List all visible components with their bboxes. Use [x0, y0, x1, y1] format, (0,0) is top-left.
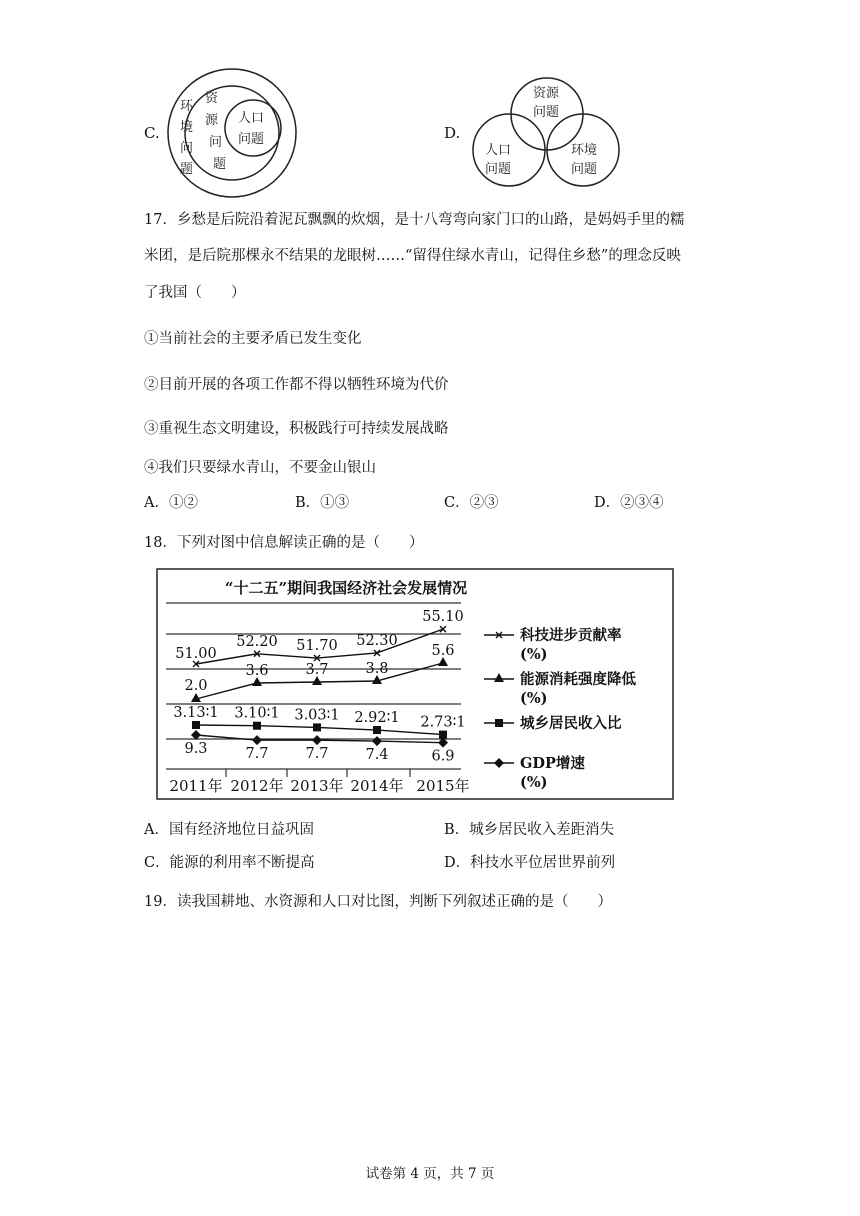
chart-title: “十二五”期间我国经济社会发展情况 — [224, 579, 468, 597]
outer-char: 环 — [180, 99, 194, 114]
development-chart — [156, 568, 674, 800]
data-point — [192, 721, 200, 729]
q17-choice-d[interactable]: D．②③④ — [594, 495, 664, 511]
data-label: 3.6 — [245, 663, 269, 679]
x-tick-label: 2015年 — [416, 777, 470, 795]
legend-unit: (%) — [520, 646, 548, 663]
middle-char: 源 — [205, 113, 219, 128]
inner-label: 人口 — [238, 111, 265, 126]
inner-circle — [225, 100, 281, 156]
outer-char: 境 — [180, 120, 194, 135]
legend-marker — [495, 719, 503, 727]
data-point — [253, 722, 261, 730]
data-label: 2.92∶1 — [354, 710, 400, 727]
venn-left-label: 问题 — [485, 162, 512, 177]
legend-label: 科技进步贡献率 — [520, 627, 622, 644]
inner-label: 问题 — [238, 132, 265, 147]
data-point — [439, 731, 447, 739]
q18-choice-b[interactable]: B．城乡居民收入差距消失 — [444, 822, 615, 838]
data-label: 7.7 — [245, 746, 269, 763]
legend-unit: (%) — [520, 774, 548, 791]
data-point — [373, 726, 381, 734]
middle-char: 题 — [213, 157, 227, 172]
option-d-label: D. — [444, 124, 461, 142]
data-label: 52.30 — [356, 632, 398, 649]
outer-char: 问 — [180, 141, 194, 156]
venn-right-label: 环境 — [571, 143, 598, 158]
q17-line: 米团，是后院那棵永不结果的龙眼树……“留得住绿水青山，记得住乡愁”的理念反映 — [144, 248, 681, 264]
data-label: 5.6 — [431, 643, 455, 659]
legend-label: 能源消耗强度降低 — [520, 671, 636, 688]
venn-left-label: 人口 — [485, 143, 512, 158]
q18-stem: 18．下列对图中信息解读正确的是（ ） — [144, 535, 424, 551]
q17-statement: ②目前开展的各项工作都不得以牺牲环境为代价 — [144, 377, 449, 393]
data-label: 55.10 — [422, 609, 464, 626]
data-label: 7.7 — [305, 746, 329, 763]
x-tick-label: 2012年 — [230, 777, 284, 795]
data-label: 3.10∶1 — [234, 705, 280, 722]
q17-statement: ①当前社会的主要矛盾已发生变化 — [144, 331, 362, 347]
venn-right-label: 问题 — [571, 162, 598, 177]
data-label: 2.0 — [184, 678, 208, 694]
x-tick-label: 2014年 — [350, 777, 404, 795]
data-label: 6.9 — [431, 748, 455, 765]
outer-char: 题 — [180, 162, 194, 177]
data-label: 2.73∶1 — [420, 714, 466, 731]
q18-choice-c[interactable]: C．能源的利用率不断提高 — [144, 855, 315, 871]
data-label: 51.70 — [296, 638, 338, 655]
q17-line: 17．乡愁是后院沿着泥瓦飘飘的炊烟，是十八弯弯向家门口的山路，是妈妈手里的糯 — [144, 212, 685, 228]
venn-top-label: 问题 — [533, 105, 560, 120]
x-tick-label: 2011年 — [169, 777, 223, 795]
page-footer: 试卷第 4 页，共 7 页 — [365, 1166, 495, 1182]
q17-line: 了我国（ ） — [144, 285, 246, 301]
option-c-label: C. — [144, 124, 160, 142]
nested-circles-diagram — [165, 66, 300, 201]
q17-statement: ③重视生态文明建设，积极践行可持续发展战略 — [144, 421, 449, 437]
venn-diagram — [465, 72, 625, 190]
data-label: 3.7 — [305, 662, 329, 678]
data-point — [313, 723, 321, 731]
legend-label: GDP增速 — [520, 755, 585, 772]
data-label: 7.4 — [365, 747, 389, 764]
legend-unit: (%) — [520, 690, 548, 707]
q18-choice-d[interactable]: D．科技水平位居世界前列 — [444, 855, 616, 871]
q17-statement: ④我们只要绿水青山，不要金山银山 — [144, 460, 376, 476]
data-label: 52.20 — [236, 633, 278, 650]
middle-char: 问 — [209, 135, 223, 150]
legend-label: 城乡居民收入比 — [520, 715, 622, 732]
q18-choice-a[interactable]: A．国有经济地位日益巩固 — [144, 822, 314, 838]
data-label: 51.00 — [175, 646, 217, 662]
data-label: 3.03∶1 — [294, 707, 340, 724]
q19-stem: 19．读我国耕地、水资源和人口对比图，判断下列叙述正确的是（ ） — [144, 894, 612, 910]
venn-top-label: 资源 — [533, 86, 560, 101]
x-tick-label: 2013年 — [290, 777, 344, 795]
data-label: 9.3 — [184, 741, 208, 757]
data-label: 3.13∶1 — [173, 705, 219, 721]
data-label: 3.8 — [365, 661, 389, 677]
q17-choice-a[interactable]: A．①② — [144, 495, 198, 511]
q17-choice-c[interactable]: C．②③ — [444, 495, 499, 511]
middle-char: 资 — [205, 91, 219, 106]
q17-choice-b[interactable]: B．①③ — [295, 495, 350, 511]
middle-circle — [185, 86, 279, 180]
